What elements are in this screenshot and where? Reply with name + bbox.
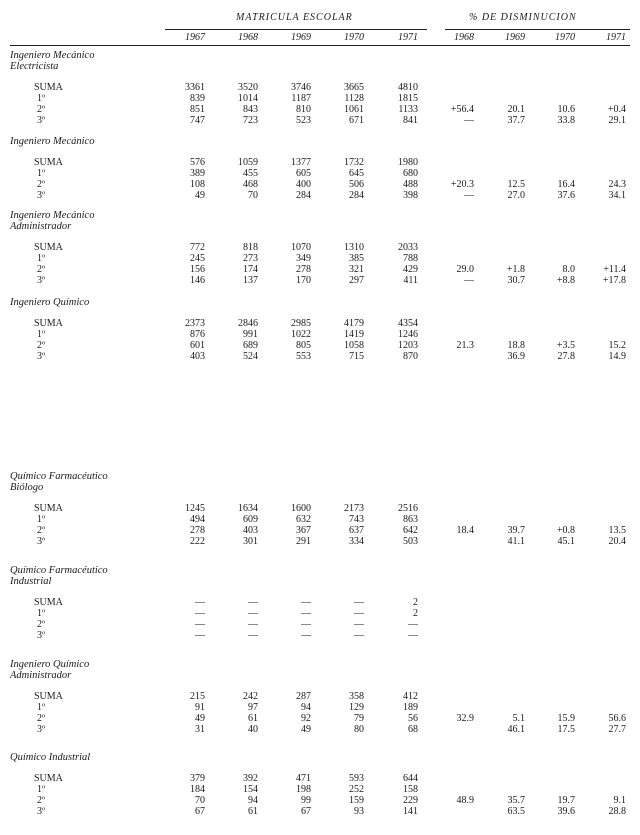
matricula-cell: 870 xyxy=(403,351,418,362)
matricula-cell: 94 xyxy=(301,702,311,713)
matricula-cell: — xyxy=(408,630,418,641)
row-label-year: 1º xyxy=(37,702,46,713)
row-label-suma: SUMA xyxy=(34,691,63,702)
matricula-cell: 455 xyxy=(243,168,258,179)
matricula-cell: 400 xyxy=(296,179,311,190)
matricula-cell: 392 xyxy=(243,773,258,784)
row-label-year: 1º xyxy=(37,608,46,619)
matricula-cell: 245 xyxy=(190,253,205,264)
matricula-cell: 146 xyxy=(190,275,205,286)
matricula-cell: 129 xyxy=(349,702,364,713)
matricula-cell: 1600 xyxy=(291,503,311,514)
years-rule xyxy=(10,45,630,46)
matricula-cell: 92 xyxy=(301,713,311,724)
disminucion-cell: 33.8 xyxy=(557,115,575,126)
matricula-cell: 593 xyxy=(349,773,364,784)
matricula-cell: — xyxy=(248,597,258,608)
matricula-cell: 4354 xyxy=(398,318,418,329)
matricula-cell: 287 xyxy=(296,691,311,702)
row-label-year: 2º xyxy=(37,104,46,115)
matricula-cell: 1732 xyxy=(344,157,364,168)
matricula-cell: — xyxy=(195,597,205,608)
matricula-cell: 3746 xyxy=(291,82,311,93)
disminucion-year-1970: 1970 xyxy=(555,32,575,43)
matricula-cell: 2033 xyxy=(398,242,418,253)
disminucion-cell: 15.2 xyxy=(608,340,626,351)
row-label-year: 3º xyxy=(37,724,46,735)
matricula-cell: 49 xyxy=(195,190,205,201)
disminucion-cell: +1.8 xyxy=(506,264,525,275)
matricula-cell: 1980 xyxy=(398,157,418,168)
matricula-cell: 468 xyxy=(243,179,258,190)
row-label-year: 3º xyxy=(37,806,46,817)
matricula-cell: 284 xyxy=(296,190,311,201)
matricula-cell: — xyxy=(195,630,205,641)
section-title: Ingeniero Químico xyxy=(10,297,90,308)
matricula-cell: 321 xyxy=(349,264,364,275)
section-title: Químico Farmacéutico Biólogo xyxy=(10,471,108,493)
matricula-cell: — xyxy=(248,619,258,630)
matricula-year-1969: 1969 xyxy=(291,32,311,43)
row-label-year: 1º xyxy=(37,329,46,340)
disminucion-cell: 48.9 xyxy=(456,795,474,806)
disminucion-cell: 9.1 xyxy=(613,795,626,806)
matricula-cell: 506 xyxy=(349,179,364,190)
row-label-year: 3º xyxy=(37,275,46,286)
matricula-cell: 991 xyxy=(243,329,258,340)
matricula-cell: 680 xyxy=(403,168,418,179)
disminucion-cell: 10.6 xyxy=(557,104,575,115)
section-title: Ingeniero Químico Administrador xyxy=(10,659,90,681)
matricula-cell: 553 xyxy=(296,351,311,362)
matricula-cell: 1061 xyxy=(344,104,364,115)
section-title: Químico Industrial xyxy=(10,752,91,763)
matricula-cell: 1128 xyxy=(344,93,364,104)
matricula-cell: 1815 xyxy=(398,93,418,104)
matricula-cell: 689 xyxy=(243,340,258,351)
matricula-cell: 1634 xyxy=(238,503,258,514)
matricula-cell: 609 xyxy=(243,514,258,525)
row-label-year: 1º xyxy=(37,514,46,525)
matricula-cell: 108 xyxy=(190,179,205,190)
matricula-cell: 2173 xyxy=(344,503,364,514)
matricula-cell: 40 xyxy=(248,724,258,735)
matricula-cell: 524 xyxy=(243,351,258,362)
matricula-cell: 503 xyxy=(403,536,418,547)
matricula-cell: 3665 xyxy=(344,82,364,93)
matricula-header-rule xyxy=(165,29,427,30)
matricula-cell: 91 xyxy=(195,702,205,713)
disminucion-cell: +0.8 xyxy=(556,525,575,536)
matricula-cell: 1245 xyxy=(185,503,205,514)
matricula-cell: 494 xyxy=(190,514,205,525)
disminucion-cell: 29.1 xyxy=(608,115,626,126)
matricula-cell: 137 xyxy=(243,275,258,286)
disminucion-cell: +0.4 xyxy=(607,104,626,115)
disminucion-cell: — xyxy=(464,275,474,286)
matricula-cell: 273 xyxy=(243,253,258,264)
row-label-year: 1º xyxy=(37,784,46,795)
matricula-cell: — xyxy=(354,630,364,641)
matricula-cell: 252 xyxy=(349,784,364,795)
row-label-year: 3º xyxy=(37,351,46,362)
disminucion-cell: 15.9 xyxy=(557,713,575,724)
matricula-cell: — xyxy=(301,619,311,630)
matricula-cell: 1246 xyxy=(398,329,418,340)
row-label-year: 2º xyxy=(37,525,46,536)
matricula-cell: 297 xyxy=(349,275,364,286)
disminucion-cell: 18.8 xyxy=(507,340,525,351)
matricula-cell: — xyxy=(195,619,205,630)
row-label-year: 2º xyxy=(37,179,46,190)
disminucion-year-1971: 1971 xyxy=(606,32,626,43)
matricula-cell: 2985 xyxy=(291,318,311,329)
matricula-cell: 97 xyxy=(248,702,258,713)
matricula-cell: 851 xyxy=(190,104,205,115)
disminucion-cell: 17.5 xyxy=(557,724,575,735)
matricula-year-1970: 1970 xyxy=(344,32,364,43)
row-label-suma: SUMA xyxy=(34,318,63,329)
matricula-cell: 403 xyxy=(243,525,258,536)
matricula-cell: 67 xyxy=(195,806,205,817)
matricula-cell: 291 xyxy=(296,536,311,547)
matricula-cell: 743 xyxy=(349,514,364,525)
matricula-cell: 632 xyxy=(296,514,311,525)
matricula-cell: 411 xyxy=(403,275,418,286)
row-label-year: 3º xyxy=(37,190,46,201)
disminucion-cell: +8.8 xyxy=(556,275,575,286)
disminucion-cell: 46.1 xyxy=(507,724,525,735)
disminucion-cell: +11.4 xyxy=(603,264,626,275)
matricula-cell: 2 xyxy=(413,597,418,608)
matricula-cell: — xyxy=(301,630,311,641)
matricula-cell: 398 xyxy=(403,190,418,201)
row-label-year: 2º xyxy=(37,264,46,275)
matricula-cell: 1059 xyxy=(238,157,258,168)
matricula-cell: 94 xyxy=(248,795,258,806)
matricula-cell: 876 xyxy=(190,329,205,340)
row-label-suma: SUMA xyxy=(34,503,63,514)
section-title: Ingeniero Mecánico xyxy=(10,136,95,147)
matricula-year-1971: 1971 xyxy=(398,32,418,43)
row-label-year: 3º xyxy=(37,536,46,547)
matricula-cell: 284 xyxy=(349,190,364,201)
disminucion-cell: 32.9 xyxy=(456,713,474,724)
matricula-cell: 358 xyxy=(349,691,364,702)
matricula-cell: 3361 xyxy=(185,82,205,93)
matricula-cell: 56 xyxy=(408,713,418,724)
row-label-suma: SUMA xyxy=(34,82,63,93)
disminucion-cell: 63.5 xyxy=(507,806,525,817)
disminucion-cell: 39.7 xyxy=(507,525,525,536)
disminucion-cell: 39.6 xyxy=(557,806,575,817)
matricula-cell: — xyxy=(301,597,311,608)
disminucion-year-1969: 1969 xyxy=(505,32,525,43)
disminucion-cell: 37.7 xyxy=(507,115,525,126)
matricula-header: MATRICULA ESCOLAR xyxy=(236,12,353,23)
matricula-cell: 412 xyxy=(403,691,418,702)
matricula-cell: 215 xyxy=(190,691,205,702)
matricula-cell: 156 xyxy=(190,264,205,275)
section-title: Ingeniero Mecánico Administrador xyxy=(10,210,95,232)
disminucion-cell: 12.5 xyxy=(507,179,525,190)
row-label-year: 1º xyxy=(37,93,46,104)
matricula-cell: 79 xyxy=(354,713,364,724)
matricula-cell: 601 xyxy=(190,340,205,351)
matricula-cell: 170 xyxy=(296,275,311,286)
disminucion-cell: 27.7 xyxy=(608,724,626,735)
matricula-cell: 61 xyxy=(248,806,258,817)
row-label-year: 1º xyxy=(37,168,46,179)
matricula-cell: — xyxy=(248,630,258,641)
matricula-cell: 4810 xyxy=(398,82,418,93)
disminucion-cell: 27.0 xyxy=(507,190,525,201)
row-label-year: 1º xyxy=(37,253,46,264)
matricula-cell: 863 xyxy=(403,514,418,525)
disminucion-cell: 37.6 xyxy=(557,190,575,201)
matricula-cell: 1419 xyxy=(344,329,364,340)
matricula-cell: 334 xyxy=(349,536,364,547)
disminucion-cell: 36.9 xyxy=(507,351,525,362)
disminucion-cell: 29.0 xyxy=(456,264,474,275)
matricula-cell: 385 xyxy=(349,253,364,264)
disminucion-cell: 30.7 xyxy=(507,275,525,286)
disminucion-cell: +20.3 xyxy=(450,179,474,190)
matricula-cell: — xyxy=(354,619,364,630)
matricula-cell: 1058 xyxy=(344,340,364,351)
matricula-cell: 843 xyxy=(243,104,258,115)
matricula-cell: 1203 xyxy=(398,340,418,351)
matricula-cell: 2516 xyxy=(398,503,418,514)
matricula-cell: 788 xyxy=(403,253,418,264)
section-title: Químico Farmacéutico Industrial xyxy=(10,565,108,587)
matricula-cell: 818 xyxy=(243,242,258,253)
row-label-suma: SUMA xyxy=(34,773,63,784)
disminucion-cell: 24.3 xyxy=(608,179,626,190)
matricula-cell: 805 xyxy=(296,340,311,351)
disminucion-cell: 34.1 xyxy=(608,190,626,201)
matricula-cell: 429 xyxy=(403,264,418,275)
matricula-cell: 159 xyxy=(349,795,364,806)
disminucion-cell: 21.3 xyxy=(456,340,474,351)
matricula-cell: 1310 xyxy=(344,242,364,253)
disminucion-cell: 8.0 xyxy=(562,264,575,275)
disminucion-cell: 19.7 xyxy=(557,795,575,806)
matricula-cell: 2373 xyxy=(185,318,205,329)
disminucion-cell: +3.5 xyxy=(556,340,575,351)
matricula-cell: — xyxy=(408,619,418,630)
disminucion-year-1968: 1968 xyxy=(454,32,474,43)
matricula-cell: 154 xyxy=(243,784,258,795)
matricula-cell: 605 xyxy=(296,168,311,179)
matricula-cell: 645 xyxy=(349,168,364,179)
matricula-cell: 839 xyxy=(190,93,205,104)
matricula-cell: — xyxy=(354,608,364,619)
matricula-cell: 4179 xyxy=(344,318,364,329)
matricula-cell: 222 xyxy=(190,536,205,547)
matricula-year-1967: 1967 xyxy=(185,32,205,43)
disminucion-cell: 5.1 xyxy=(512,713,525,724)
matricula-cell: — xyxy=(248,608,258,619)
matricula-cell: — xyxy=(195,608,205,619)
matricula-cell: 198 xyxy=(296,784,311,795)
matricula-cell: — xyxy=(301,608,311,619)
row-label-suma: SUMA xyxy=(34,157,63,168)
matricula-cell: 1377 xyxy=(291,157,311,168)
matricula-cell: 174 xyxy=(243,264,258,275)
matricula-cell: 389 xyxy=(190,168,205,179)
matricula-cell: 61 xyxy=(248,713,258,724)
disminucion-header: % DE DISMINUCION xyxy=(469,12,577,23)
row-label-suma: SUMA xyxy=(34,597,63,608)
matricula-cell: 184 xyxy=(190,784,205,795)
matricula-cell: 379 xyxy=(190,773,205,784)
matricula-cell: 403 xyxy=(190,351,205,362)
matricula-cell: 301 xyxy=(243,536,258,547)
disminucion-cell: 20.1 xyxy=(507,104,525,115)
matricula-cell: 1014 xyxy=(238,93,258,104)
disminucion-cell: 35.7 xyxy=(507,795,525,806)
row-label-suma: SUMA xyxy=(34,242,63,253)
matricula-cell: 278 xyxy=(296,264,311,275)
row-label-year: 2º xyxy=(37,340,46,351)
matricula-cell: 229 xyxy=(403,795,418,806)
matricula-cell: 3520 xyxy=(238,82,258,93)
section-title: Ingeniero Mecánico Electricista xyxy=(10,50,95,72)
row-label-year: 3º xyxy=(37,630,46,641)
disminucion-cell: 16.4 xyxy=(557,179,575,190)
matricula-cell: 141 xyxy=(403,806,418,817)
matricula-cell: 158 xyxy=(403,784,418,795)
matricula-cell: 70 xyxy=(248,190,258,201)
matricula-cell: 2846 xyxy=(238,318,258,329)
matricula-cell: 772 xyxy=(190,242,205,253)
matricula-cell: 1133 xyxy=(398,104,418,115)
disminucion-cell: — xyxy=(464,115,474,126)
row-label-year: 2º xyxy=(37,619,46,630)
matricula-cell: 2 xyxy=(413,608,418,619)
disminucion-cell: 28.8 xyxy=(608,806,626,817)
matricula-cell: 1022 xyxy=(291,329,311,340)
matricula-cell: 31 xyxy=(195,724,205,735)
disminucion-cell: 41.1 xyxy=(507,536,525,547)
matricula-cell: 242 xyxy=(243,691,258,702)
matricula-cell: 49 xyxy=(301,724,311,735)
matricula-cell: 67 xyxy=(301,806,311,817)
matricula-cell: 1070 xyxy=(291,242,311,253)
disminucion-cell: 45.1 xyxy=(557,536,575,547)
matricula-cell: 278 xyxy=(190,525,205,536)
row-label-year: 2º xyxy=(37,795,46,806)
matricula-cell: 68 xyxy=(408,724,418,735)
matricula-cell: 644 xyxy=(403,773,418,784)
disminucion-cell: 27.8 xyxy=(557,351,575,362)
disminucion-cell: 13.5 xyxy=(608,525,626,536)
disminucion-cell: 18.4 xyxy=(456,525,474,536)
matricula-cell: 49 xyxy=(195,713,205,724)
matricula-cell: — xyxy=(354,597,364,608)
disminucion-cell: 14.9 xyxy=(608,351,626,362)
disminucion-cell: 56.6 xyxy=(608,713,626,724)
disminucion-cell: — xyxy=(464,190,474,201)
matricula-cell: 576 xyxy=(190,157,205,168)
row-label-year: 2º xyxy=(37,713,46,724)
matricula-cell: 80 xyxy=(354,724,364,735)
matricula-cell: 810 xyxy=(296,104,311,115)
disminucion-header-rule xyxy=(445,29,630,30)
matricula-year-1968: 1968 xyxy=(238,32,258,43)
matricula-cell: 671 xyxy=(349,115,364,126)
matricula-cell: 93 xyxy=(354,806,364,817)
matricula-cell: 99 xyxy=(301,795,311,806)
matricula-cell: 349 xyxy=(296,253,311,264)
row-label-year: 3º xyxy=(37,115,46,126)
matricula-cell: 747 xyxy=(190,115,205,126)
disminucion-cell: 20.4 xyxy=(608,536,626,547)
matricula-cell: 189 xyxy=(403,702,418,713)
disminucion-cell: +17.8 xyxy=(602,275,626,286)
matricula-cell: 1187 xyxy=(291,93,311,104)
disminucion-cell: +56.4 xyxy=(450,104,474,115)
matricula-cell: 70 xyxy=(195,795,205,806)
matricula-cell: 523 xyxy=(296,115,311,126)
matricula-cell: 642 xyxy=(403,525,418,536)
matricula-cell: 471 xyxy=(296,773,311,784)
matricula-cell: 488 xyxy=(403,179,418,190)
matricula-cell: 637 xyxy=(349,525,364,536)
matricula-cell: 367 xyxy=(296,525,311,536)
matricula-cell: 715 xyxy=(349,351,364,362)
matricula-cell: 723 xyxy=(243,115,258,126)
matricula-cell: 841 xyxy=(403,115,418,126)
